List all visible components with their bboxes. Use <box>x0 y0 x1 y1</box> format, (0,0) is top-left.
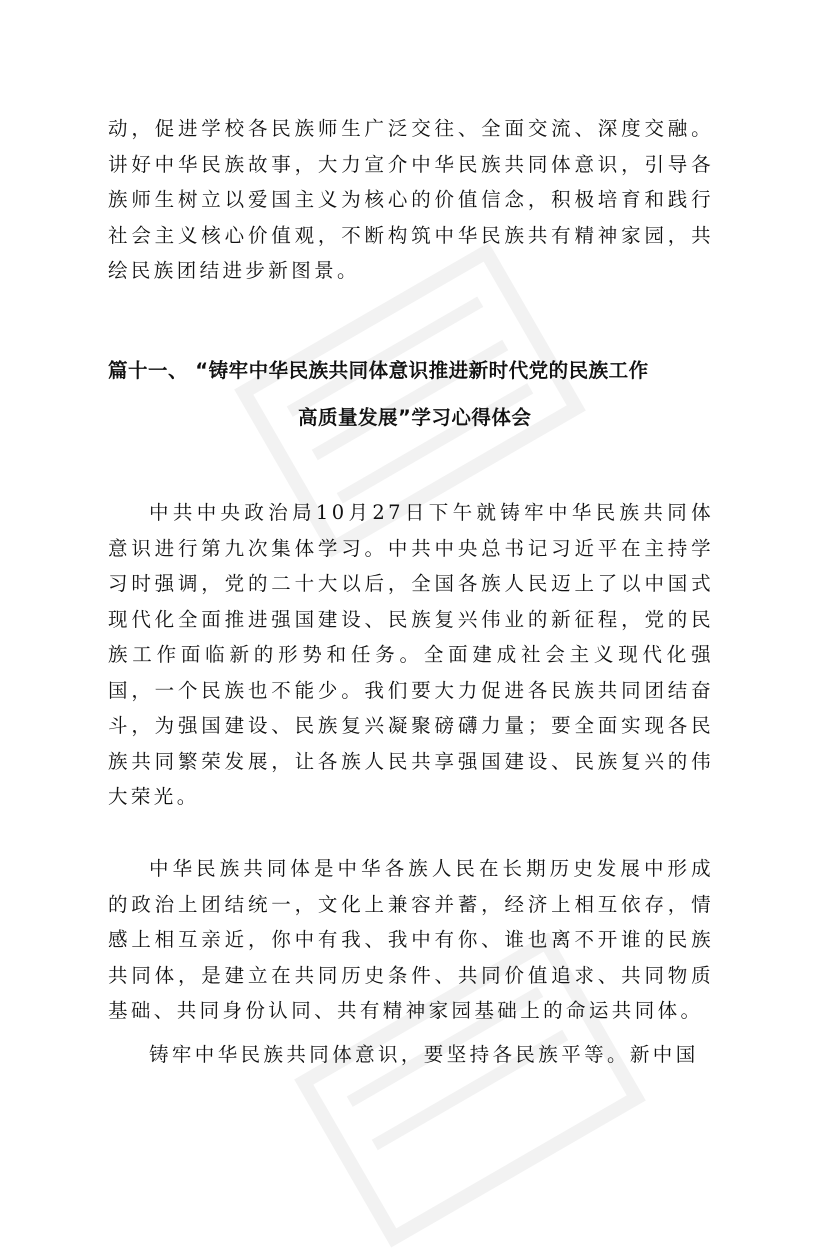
section-heading-line1: 篇十一、 “铸牢中华民族共同体意识推进新时代党的民族工作 <box>108 359 649 382</box>
paragraph: 中共中央政治局10月27日下午就铸牢中华民族共同体意识进行第九次集体学习。中共中央总书记习近平在主持学习时强调，党的二十大以后，全国各族人民迈上了以中国式现代化全面推进强国建设、民族复兴伟业的新征程，党的民族工作面临新的形势和任务。全面建成社会主义现代化强国，一个民族也不能少。我们要大力促进各民族共同团结奋斗，为强国建设、民族复兴凝聚磅礴力量；要全面实现各民族共同繁荣发展，让各族人民共享强国建设、民族复兴的伟大荣光。 <box>108 501 714 808</box>
paragraph-continuation: 动，促进学校各民族师生广泛交往、全面交流、深度交融。讲好中华民族故事，大力宣介中华民族共同体意识，引导各族师生树立以爱国主义为核心的价值信念，积极培育和践行社会主义核心价值观，不断构筑中华民族共有精神家园，共绘民族团结进步新图景。 <box>108 117 714 282</box>
paragraph: 铸牢中华民族共同体意识，要坚持各民族平等。新中国 <box>149 1043 699 1066</box>
section-heading-line2: 高质量发展”学习心得体会 <box>298 406 532 429</box>
paragraph: 中华民族共同体是中华各族人民在长期历史发展中形成的政治上团结统一，文化上兼容并蓄，经济上相互依存，情感上相互亲近，你中有我、我中有你、谁也离不开谁的民族共同体，是建立在共同历史条件、共同价值追求、共同物质基础、共同身份认同、共有精神家园基础上的命运共同体。 <box>108 857 714 1022</box>
